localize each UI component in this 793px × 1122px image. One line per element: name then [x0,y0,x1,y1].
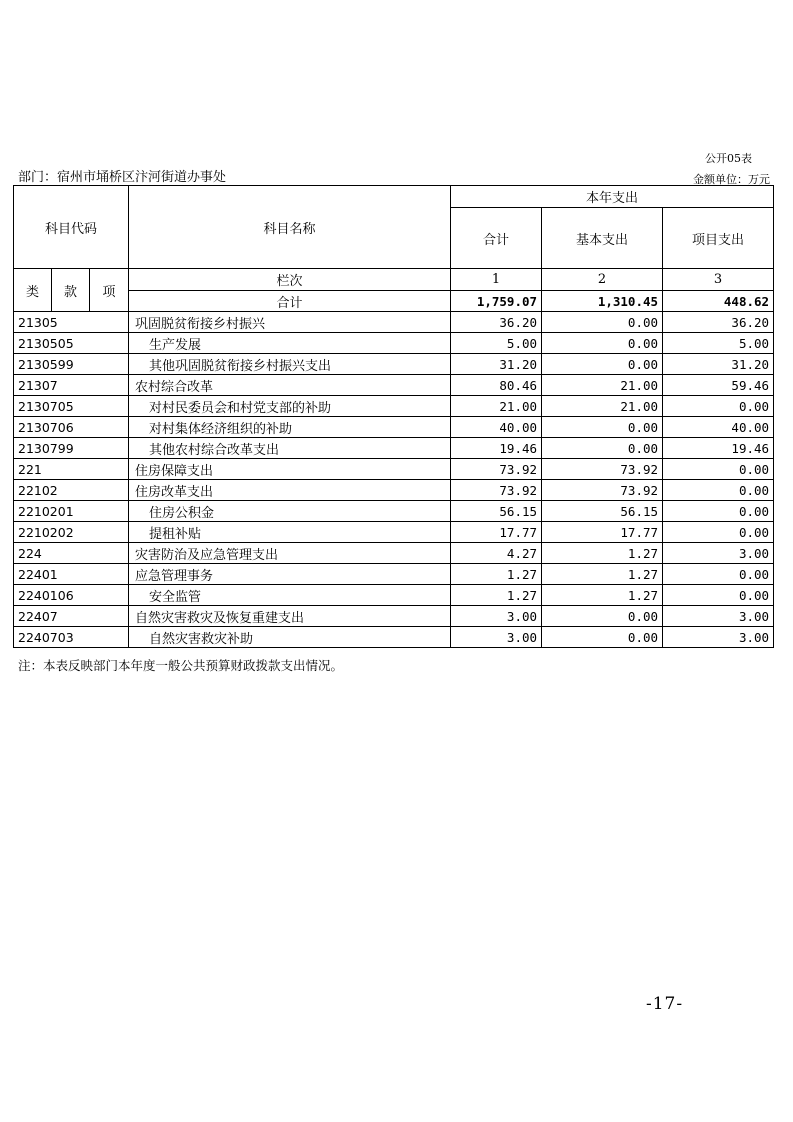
row-project: 0.00 [663,564,774,585]
row-project: 3.00 [663,627,774,648]
row-total: 1.27 [451,564,542,585]
header-lanci: 栏次 [129,269,451,291]
row-name: 对村集体经济组织的补助 [129,417,451,438]
header-name: 科目名称 [129,186,451,269]
row-total: 1.27 [451,585,542,606]
row-code: 224 [14,543,129,564]
row-total: 4.27 [451,543,542,564]
header-basic: 基本支出 [542,208,663,269]
table-row [14,438,774,459]
row-basic: 21.00 [542,396,663,417]
table-row [14,312,774,333]
row-name: 对村民委员会和村党支部的补助 [129,396,451,417]
table-row [14,417,774,438]
row-basic: 17.77 [542,522,663,543]
row-name: 农村综合改革 [129,375,451,396]
row-name: 自然灾害救灾补助 [129,627,451,648]
header-year-expenditure: 本年支出 [451,186,774,208]
row-total: 80.46 [451,375,542,396]
table-row [14,522,774,543]
department-label: 部门：宿州市埇桥区汴河街道办事处 [18,170,227,185]
row-code: 22407 [14,606,129,627]
page-number: -17- [646,994,684,1014]
row-code: 2130705 [14,396,129,417]
row-code: 2240703 [14,627,129,648]
row-total: 19.46 [451,438,542,459]
row-project: 19.46 [663,438,774,459]
row-total: 3.00 [451,627,542,648]
row-project: 0.00 [663,480,774,501]
table-row [14,585,774,606]
form-number: 公开05表 [705,152,752,165]
row-total: 36.20 [451,312,542,333]
row-basic: 1.27 [542,585,663,606]
table-row [14,543,774,564]
summary-project: 448.62 [663,291,774,312]
summary-basic: 1,310.45 [542,291,663,312]
table-note: 注：本表反映部门本年度一般公共预算财政拨款支出情况。 [18,658,344,673]
row-code: 221 [14,459,129,480]
row-project: 59.46 [663,375,774,396]
row-project: 0.00 [663,459,774,480]
header-lei: 类 [14,269,52,312]
row-total: 73.92 [451,480,542,501]
row-code: 2130706 [14,417,129,438]
row-basic: 0.00 [542,606,663,627]
amount-unit: 金额单位：万元 [693,173,770,186]
header-col3: 3 [663,269,774,291]
row-total: 31.20 [451,354,542,375]
row-project: 0.00 [663,501,774,522]
row-code: 21305 [14,312,129,333]
row-basic: 73.92 [542,480,663,501]
table-row [14,354,774,375]
row-basic: 21.00 [542,375,663,396]
row-project: 3.00 [663,606,774,627]
header-total: 合计 [451,208,542,269]
row-name: 生产发展 [129,333,451,354]
row-name: 灾害防治及应急管理支出 [129,543,451,564]
row-project: 3.00 [663,543,774,564]
row-code: 2240106 [14,585,129,606]
row-basic: 0.00 [542,438,663,459]
row-name: 住房保障支出 [129,459,451,480]
row-name: 其他巩固脱贫衔接乡村振兴支出 [129,354,451,375]
table-row [14,564,774,585]
table-row [14,333,774,354]
row-total: 17.77 [451,522,542,543]
summary-total: 1,759.07 [451,291,542,312]
row-code: 2210201 [14,501,129,522]
header-col1: 1 [451,269,542,291]
row-code: 22102 [14,480,129,501]
header-kuan: 款 [52,269,90,312]
row-name: 安全监管 [129,585,451,606]
row-name: 住房改革支出 [129,480,451,501]
row-name: 巩固脱贫衔接乡村振兴 [129,312,451,333]
row-basic: 0.00 [542,417,663,438]
header-xiang: 项 [90,269,129,312]
row-name: 应急管理事务 [129,564,451,585]
row-project: 31.20 [663,354,774,375]
row-code: 2130505 [14,333,129,354]
table-row [14,606,774,627]
row-basic: 73.92 [542,459,663,480]
row-project: 40.00 [663,417,774,438]
row-code: 21307 [14,375,129,396]
row-total: 5.00 [451,333,542,354]
row-total: 56.15 [451,501,542,522]
row-total: 73.92 [451,459,542,480]
row-code: 22401 [14,564,129,585]
row-basic: 56.15 [542,501,663,522]
row-project: 36.20 [663,312,774,333]
row-basic: 1.27 [542,543,663,564]
row-name: 住房公积金 [129,501,451,522]
header-col2: 2 [542,269,663,291]
row-basic: 0.00 [542,333,663,354]
row-name: 其他农村综合改革支出 [129,438,451,459]
table-row [14,627,774,648]
summary-label: 合计 [129,291,451,312]
expenditure-table [13,185,774,648]
row-total: 40.00 [451,417,542,438]
table-row [14,459,774,480]
row-basic: 0.00 [542,354,663,375]
row-code: 2210202 [14,522,129,543]
row-basic: 1.27 [542,564,663,585]
table-row [14,375,774,396]
row-code: 2130799 [14,438,129,459]
row-total: 21.00 [451,396,542,417]
row-project: 5.00 [663,333,774,354]
row-total: 3.00 [451,606,542,627]
table-row [14,396,774,417]
header-project: 项目支出 [663,208,774,269]
table-row [14,480,774,501]
row-code: 2130599 [14,354,129,375]
row-basic: 0.00 [542,312,663,333]
row-project: 0.00 [663,396,774,417]
table-row [14,501,774,522]
header-code: 科目代码 [14,186,129,269]
row-project: 0.00 [663,522,774,543]
row-name: 自然灾害救灾及恢复重建支出 [129,606,451,627]
row-basic: 0.00 [542,627,663,648]
row-name: 提租补贴 [129,522,451,543]
row-project: 0.00 [663,585,774,606]
